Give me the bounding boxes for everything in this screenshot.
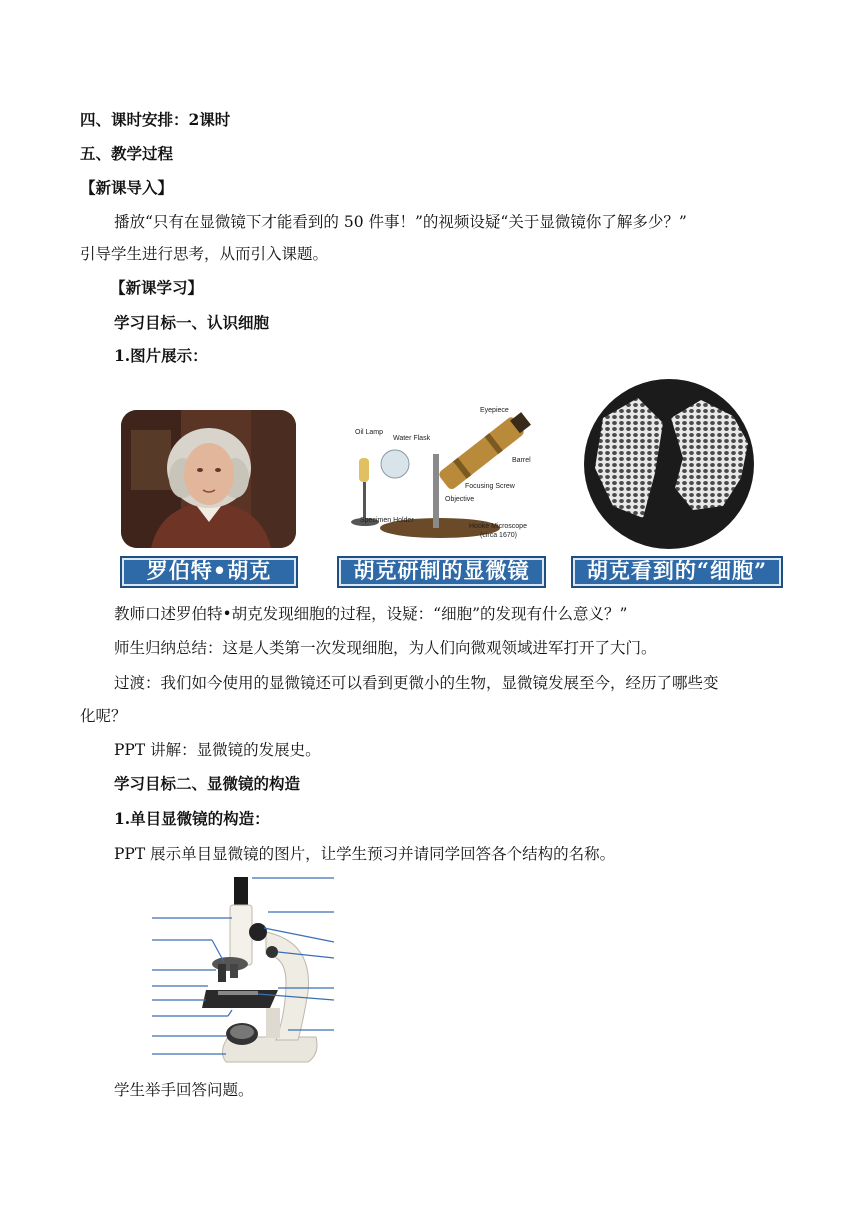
focusing-screw-label: Focusing Screw xyxy=(465,483,515,490)
goal1-item1: 1.图片展示： xyxy=(114,346,208,365)
paragraph-transition-line2: 化呢？ xyxy=(80,707,127,725)
intro-paragraph-line1: 播放“只有在显微镜下才能看到的 50 件事！”的视频设疑“关于显微镜你了解多少？” xyxy=(114,213,687,231)
objective-label: Objective xyxy=(445,496,475,503)
paragraph-hooke-question: 教师口述罗伯特•胡克发现细胞的过程，设疑：“细胞”的发现有什么意义？” xyxy=(114,605,628,623)
caption-hooke-portrait: 罗伯特•胡克 xyxy=(120,556,298,588)
goal2-item1: 1.单目显微镜的构造： xyxy=(114,809,270,828)
paragraph-ppt-structure: PPT 展示单目显微镜的图片，让学生预习并请同学回答各个结构的名称。 xyxy=(114,845,616,863)
paragraph-students-answer: 学生举手回答问题。 xyxy=(114,1081,254,1099)
monocular-microscope-diagram xyxy=(148,872,340,1068)
caption-hooke-microscope: 胡克研制的显微镜 xyxy=(337,556,546,588)
paragraph-ppt-history: PPT 讲解：显微镜的发展史。 xyxy=(114,741,321,759)
intro-heading: 【新课导入】 xyxy=(80,178,174,197)
paragraph-summary: 师生归纳总结：这是人类第一次发现细胞，为人们向微观领域进军打开了大门。 xyxy=(114,639,657,657)
oil-lamp-label: Oil Lamp xyxy=(355,429,384,436)
hooke-portrait-image xyxy=(121,410,296,548)
hooke-microscope-image xyxy=(345,402,543,548)
hooke-cells-image xyxy=(583,378,755,550)
paragraph-transition-line1: 过渡：我们如今使用的显微镜还可以看到更微小的生物，显微镜发展至今，经历了哪些变 xyxy=(114,674,719,692)
water-flask-label: Water Flask xyxy=(393,435,431,442)
hooke-microscope-circa: (circa 1670) xyxy=(480,532,517,539)
caption-hooke-cells: 胡克看到的“细胞” xyxy=(571,556,783,588)
eyepiece-label: Eyepiece xyxy=(480,407,509,414)
goal2-heading: 学习目标二、显微镜的构造 xyxy=(114,774,301,793)
section-process: 五、教学过程 xyxy=(80,144,174,163)
hooke-microscope-title: Hooke Microscope xyxy=(469,523,527,530)
intro-paragraph-line2: 引导学生进行思考，从而引入课题。 xyxy=(80,245,329,263)
goal1-heading: 学习目标一、认识细胞 xyxy=(114,313,270,332)
section-schedule: 四、课时安排：2课时 xyxy=(80,110,231,129)
specimen-holder-label: Specimen Holder xyxy=(360,517,414,524)
learn-heading: 【新课学习】 xyxy=(110,278,204,297)
barrel-label: Barrel xyxy=(512,457,531,464)
